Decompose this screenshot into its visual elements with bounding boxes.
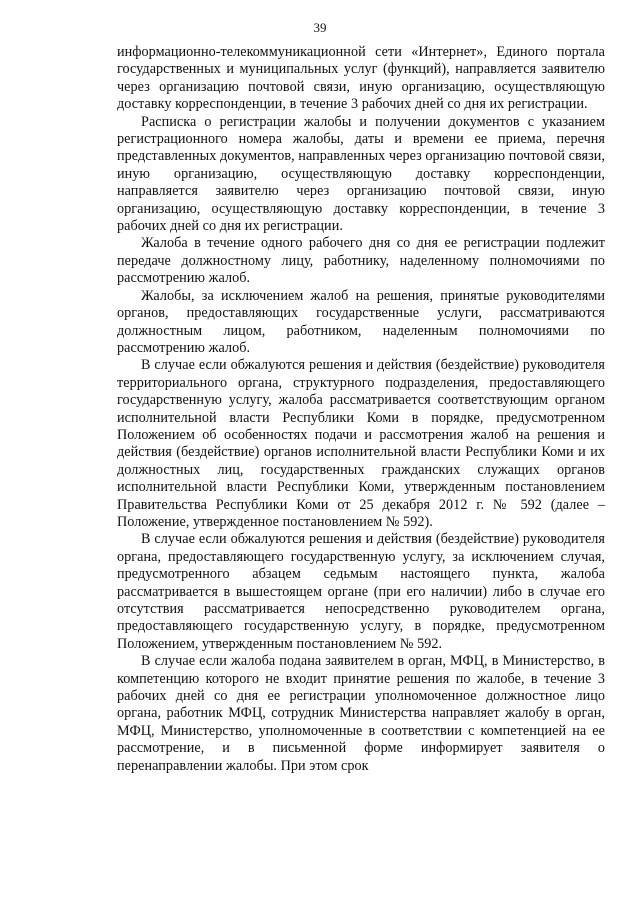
paragraph-2: Расписка о регистрации жалобы и получении документов с указанием регистрационного номера жалобы, даты и времени ее приема, перечня представленных документов, направленных через организацию почтовой связи, иную организацию, осуществляющую доставку корреспонденции, направляется заявителю через организацию почтовой связи, иную организацию, осуществляющую доставку корреспонденции, в течение 3 рабочих дней со дня их регистрации. bbox=[117, 113, 605, 235]
page-number: 39 bbox=[313, 20, 327, 35]
paragraph-4: Жалобы, за исключением жалоб на решения, принятые руководителями органов, предоставляющих государственные услуги, рассматриваются должностным лицом, работником, наделенным полномочиями по рассмотрению жалоб. bbox=[117, 287, 605, 356]
paragraph-3: Жалоба в течение одного рабочего дня со дня ее регистрации подлежит передаче должностному лицу, работнику, наделенному полномочиями по рассмотрению жалоб. bbox=[117, 235, 605, 287]
paragraph-1: информационно-телекоммуникационной сети «Интернет», Единого портала государственных и муниципальных услуг (функций), направляется заявителю через организацию почтовой связи, иную организацию, осуществляющую доставку корреспонденции, в течение 3 рабочих дней со дня их регистрации. bbox=[117, 44, 605, 113]
paragraph-5: В случае если обжалуются решения и действия (бездействие) руководителя территориального органа, структурного подразделения, предоставляющего государственную услугу, жалоба рассматривается соответствующим органом исполнительной власти Республики Коми в порядке, предусмотренном Положением об особенностях подачи и рассмотрения жалоб на решения и действия (бездействие) органов исполнительной власти Республики Коми и их должностных лиц, государственных гражданских служащих органов исполнительной власти Республики Коми, утвержденным постановлением Правительства Республики Коми от 25 декабря 2012 г. № 592 (далее – Положение, утвержденное постановлением № 592). bbox=[117, 357, 605, 530]
document-body bbox=[117, 44, 605, 775]
paragraph-7: В случае если жалоба подана заявителем в орган, МФЦ, в Министерство, в компетенцию которого не входит принятие решения по жалобе, в течение 3 рабочих дней со дня ее регистрации уполномоченное должностное лицо органа, работник МФЦ, сотрудник Министерства направляет жалобу в орган, МФЦ, Министерство, уполномоченные в соответствии с компетенцией на ее рассмотрение, и в письменной форме информирует заявителя о перенаправлении жалобы. При этом срок bbox=[117, 653, 605, 774]
paragraph-6: В случае если обжалуются решения и действия (бездействие) руководителя органа, предоставляющего государственную услугу, за исключением случая, предусмотренного абзацем седьмым настоящего пункта, жалоба рассматривается в вышестоящем органе (при его наличии) либо в случае его отсутствия рассматривается непосредственно руководителем органа, предоставляющего государственную услугу, в порядке, предусмотренном Положением, утвержденным постановлением № 592. bbox=[117, 531, 605, 652]
